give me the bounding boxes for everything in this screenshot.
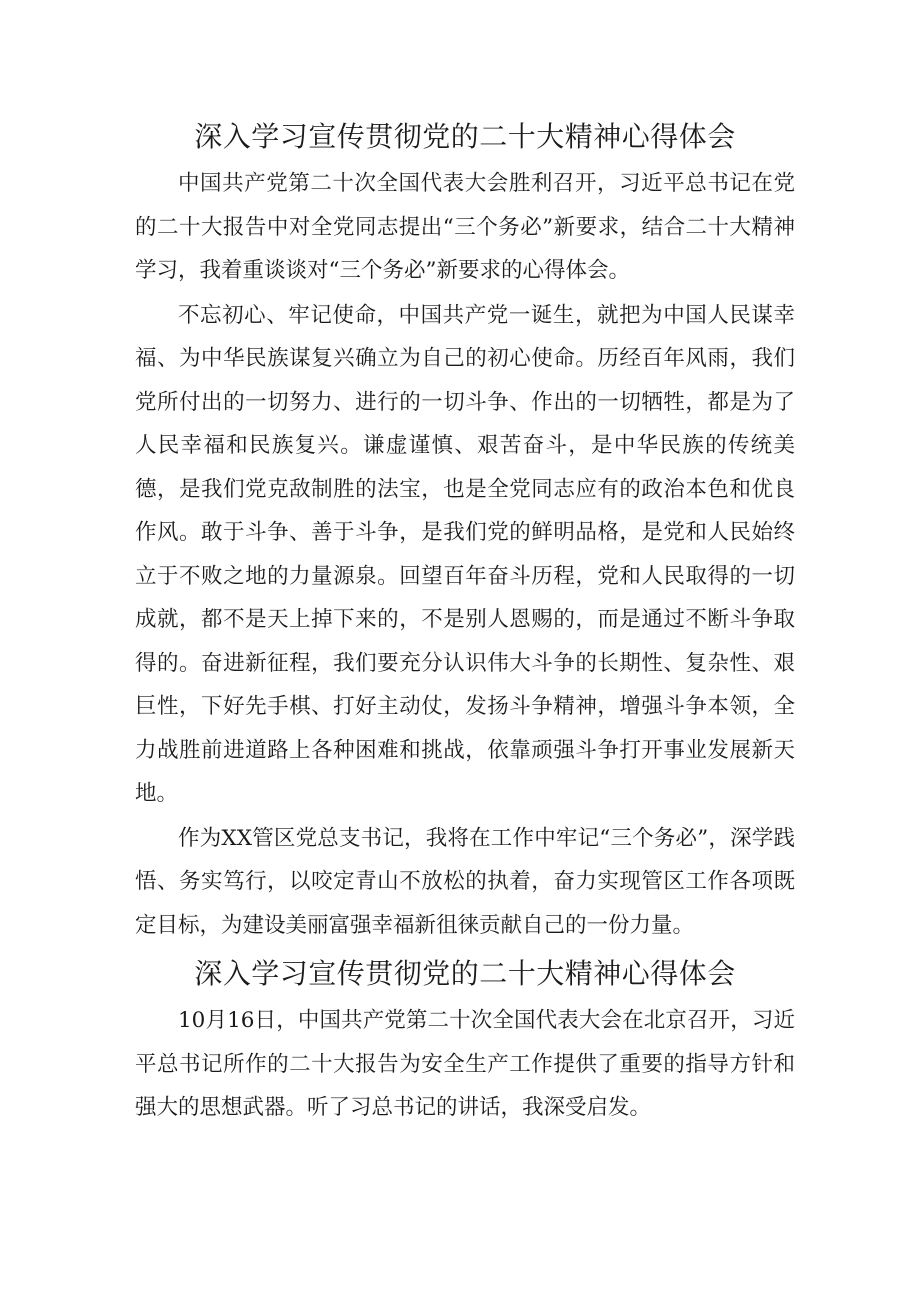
article-title: 深入学习宣传贯彻党的二十大精神心得体会 (194, 120, 736, 153)
paragraph: 不忘初心、牢记使命，中国共产党一诞生，就把为中国人民谋幸福、为中华民族谋复兴确立为自己的初心使命。历经百年风雨，我们党所付出的一切努力、进行的一切斗争、作出的一切牺牲，都是为了人民幸福和民族复兴。谦虚谨慎、艰苦奋斗，是中华民族的传统美德，是我们党克敌制胜的法宝，也是全党同志应有的政治本色和优良作风。敢于斗争、善于斗争，是我们党的鲜明品格，是党和人民始终立于不败之地的力量源泉。回望百年奋斗历程，党和人民取得的一切成就，都不是天上掉下来的，不是别人恩赐的，而是通过不断斗争取得的。奋进新征程，我们要充分认识伟大斗争的长期性、复杂性、艰巨性，下好先手棋、打好主动仗，发扬斗争精神，增强斗争本领，全力战胜前进道路上各种困难和挑战，依靠顽强斗争打开事业发展新天地。 (135, 302, 795, 806)
paragraph: 作为XX管区党总支书记，我将在工作中牢记“三个务必”，深学践悟、务实笃行，以咬定青山不放松的执着，奋力实现管区工作各项既定目标，为建设美丽富强幸福新徂徕贡献自己的一份力量。 (135, 825, 795, 938)
article-title: 深入学习宣传贯彻党的二十大精神心得体会 (194, 957, 736, 990)
article-section (135, 114, 795, 947)
article-section (135, 951, 795, 1130)
paragraph: 中国共产党第二十次全国代表大会胜利召开，习近平总书记在党的二十大报告中对全党同志提出“三个务必”新要求，结合二十大精神学习，我着重谈谈对“三个务必”新要求的心得体会。 (135, 171, 795, 283)
paragraph: 10月16日，中国共产党第二十次全国代表大会在北京召开，习近平总书记所作的二十大报告为安全生产工作提供了重要的指导方针和强大的思想武器。听了习总书记的讲话，我深受启发。 (135, 1008, 795, 1120)
document-body (135, 114, 795, 1130)
